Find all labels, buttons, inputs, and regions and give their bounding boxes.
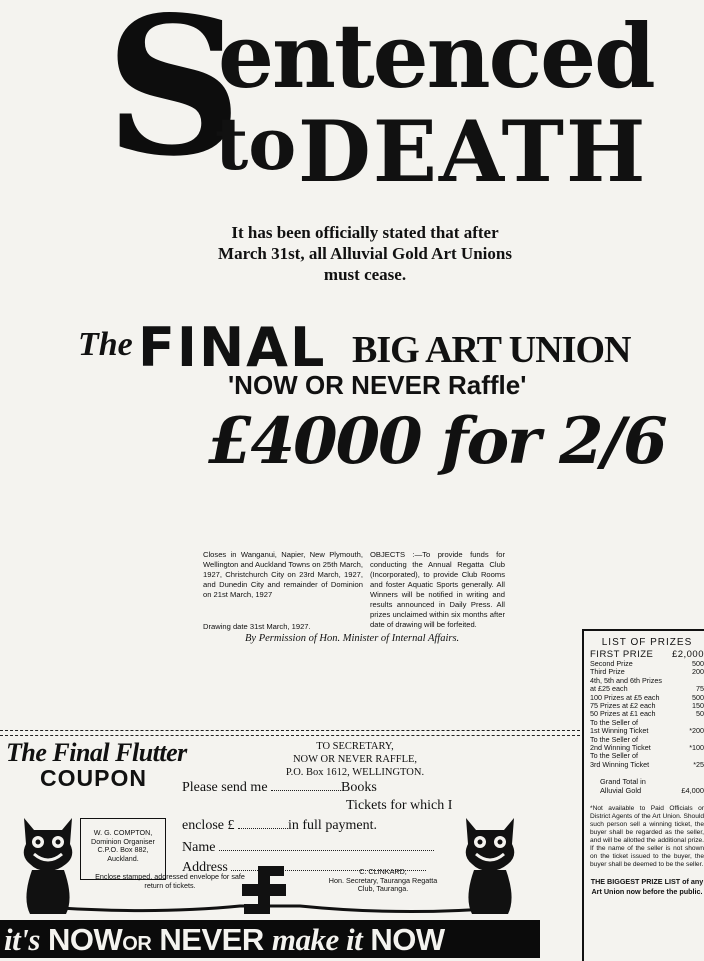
- enclose-label: enclose £: [182, 818, 235, 833]
- now-or-never-raffle: 'NOW OR NEVER Raffle': [228, 370, 527, 400]
- prize-row-value: 500: [692, 659, 704, 668]
- permission-line: By Permission of Hon. Minister of Internal Affairs.: [245, 633, 460, 644]
- name-line: [182, 840, 434, 856]
- drawing-date: Drawing date 31st March, 1927.: [203, 622, 311, 631]
- amount-input[interactable]: [238, 819, 288, 829]
- prize-row-label: To the Seller of: [590, 734, 638, 744]
- headline-s: S: [105, 0, 239, 198]
- prize-row-label: 75 Prizes at £2 each: [590, 701, 656, 711]
- banner-now-end: NOW: [370, 922, 445, 957]
- prize-row-label: To the Seller of: [590, 751, 638, 761]
- prize-row-label: Third Prize: [590, 667, 625, 677]
- headline-to: to: [215, 101, 297, 186]
- prize-row-value: 150: [692, 701, 704, 711]
- please-send-label: Please send me: [182, 780, 268, 795]
- first-prize-value: £2,000: [671, 649, 704, 660]
- prize-row-value: 500: [692, 692, 704, 702]
- prize-row-label: 1st Winning Ticket: [590, 726, 649, 736]
- name-label: Name: [182, 840, 216, 855]
- official-statement: It has been officially stated that after March 31st, all Alluvial Gold Art Unions must cease.: [218, 223, 512, 284]
- coupon-address-block: [265, 740, 445, 779]
- compton-role: Dominion Organiser: [91, 836, 155, 846]
- to-secretary: TO SECRETARY,: [316, 741, 394, 752]
- banner-now: NOW: [48, 922, 123, 957]
- prize-row-label: Second Prize: [590, 659, 633, 668]
- prize-row-value: 50: [696, 709, 704, 719]
- big-art-union-label: BIG ART UNION: [352, 329, 631, 371]
- prize-row-label: 2nd Winning Ticket: [590, 743, 651, 753]
- books-line: [182, 780, 377, 796]
- compton-box: [80, 818, 166, 880]
- prize-row-label: 3rd Winning Ticket: [590, 759, 650, 769]
- banner-make-it: make it: [271, 922, 363, 957]
- right-cat-icon: [458, 808, 522, 918]
- tickets-line: Tickets for which I: [346, 798, 453, 813]
- address-label: Address: [182, 860, 228, 875]
- grand-total-label-1: Grand Total in: [600, 777, 646, 787]
- clinkard-role: Hon. Secretary, Tauranga Regatta: [328, 875, 438, 885]
- the-label: The: [78, 326, 133, 363]
- bottom-banner-text: [4, 922, 540, 958]
- final-label: FINAL: [138, 316, 327, 379]
- compton-box-number: C.P.O. Box 882,: [97, 845, 149, 854]
- prize-row-label: 100 Prizes at £5 each: [590, 692, 660, 702]
- grand-total: [590, 777, 704, 795]
- enclose-line: [182, 818, 377, 834]
- compton-city: Auckland.: [107, 853, 139, 863]
- po-box-address: P.O. Box 1612, WELLINGTON.: [285, 767, 425, 778]
- clinkard-club: Club, Tauranga.: [357, 884, 409, 893]
- final-flutter-title: The Final Flutter: [6, 738, 187, 767]
- name-input[interactable]: [219, 841, 434, 851]
- coupon-cut-line: [0, 730, 580, 731]
- prize-rows: [590, 660, 704, 769]
- prize-row-label: To the Seller of: [590, 717, 638, 727]
- grand-total-value: £4,000: [681, 786, 704, 796]
- grand-total-label-2: Alluvial Gold: [600, 786, 642, 796]
- prize-row-label: at £25 each: [590, 684, 628, 694]
- prize-row-value: 75: [696, 684, 704, 694]
- objects-text: OBJECTS :—To provide funds for conducting the Annual Regatta Club (Incorporated), to provide Club Rooms and foster Aquatic Sports generally. All Winners will be notified in writing and results announced in Daily Press. All prizes unclaimed within six months after date of drawing will be forfeited.: [370, 550, 505, 629]
- raffle-name: NOW OR NEVER RAFFLE,: [292, 754, 418, 765]
- headline-entenced: entenced: [218, 4, 654, 108]
- coupon-cut-line-2: [0, 735, 580, 736]
- coupon-title: COUPON: [40, 765, 147, 791]
- price-headline: £4000 for 2/6: [208, 404, 666, 479]
- prize-row-label: 50 Prizes at £1 each: [590, 709, 656, 719]
- prize-list: [582, 629, 704, 961]
- banner-its: it's: [4, 922, 40, 957]
- enclose-note: Enclose stamped, addressed envelope for safe return of tickets.: [95, 872, 245, 890]
- clinkard-name: C. CLINKARD,: [359, 867, 407, 876]
- banner-or: OR: [122, 933, 152, 955]
- books-input[interactable]: [271, 781, 341, 791]
- closing-dates: Closes in Wanganui, Napier, New Plymouth, Wellington and Auckland Towns on 25th March, 1927, Christchurch City on 23rd March, 1927, and Dunedin City and remainder of Dominion on 21st March, 1927: [203, 550, 363, 599]
- prize-list-title: LIST OF PRIZES: [601, 637, 693, 648]
- headline-death: DEATH: [298, 102, 648, 201]
- prize-row-value: *200: [689, 726, 704, 736]
- biggest-prize-list: THE BIGGEST PRIZE LIST of any Art Union now before the public.: [590, 877, 704, 897]
- prize-row: [590, 761, 704, 769]
- books-label: Books: [341, 780, 377, 795]
- banner-never: NEVER: [159, 922, 264, 957]
- compton-name: W. G. COMPTON,: [93, 828, 153, 837]
- full-payment-label: in full payment.: [287, 818, 378, 833]
- seller-note: *Not available to Paid Officials or District Agents of the Art Union. Should such person sell a winning ticket, the buyer shall be regarded as the seller, and will be allotted the additional prize. If the name of the seller is not shown on the ticket issued to the buyer, the buyer shall be deemed to be the seller.: [590, 805, 704, 869]
- prize-row-value: *100: [689, 743, 704, 753]
- first-prize-label: FIRST PRIZE: [590, 649, 654, 660]
- prize-row-value: 200: [692, 667, 704, 677]
- prize-row-label: 4th, 5th and 6th Prizes: [590, 675, 662, 685]
- prize-row-value: *25: [693, 759, 704, 769]
- left-cat-icon: [16, 808, 80, 918]
